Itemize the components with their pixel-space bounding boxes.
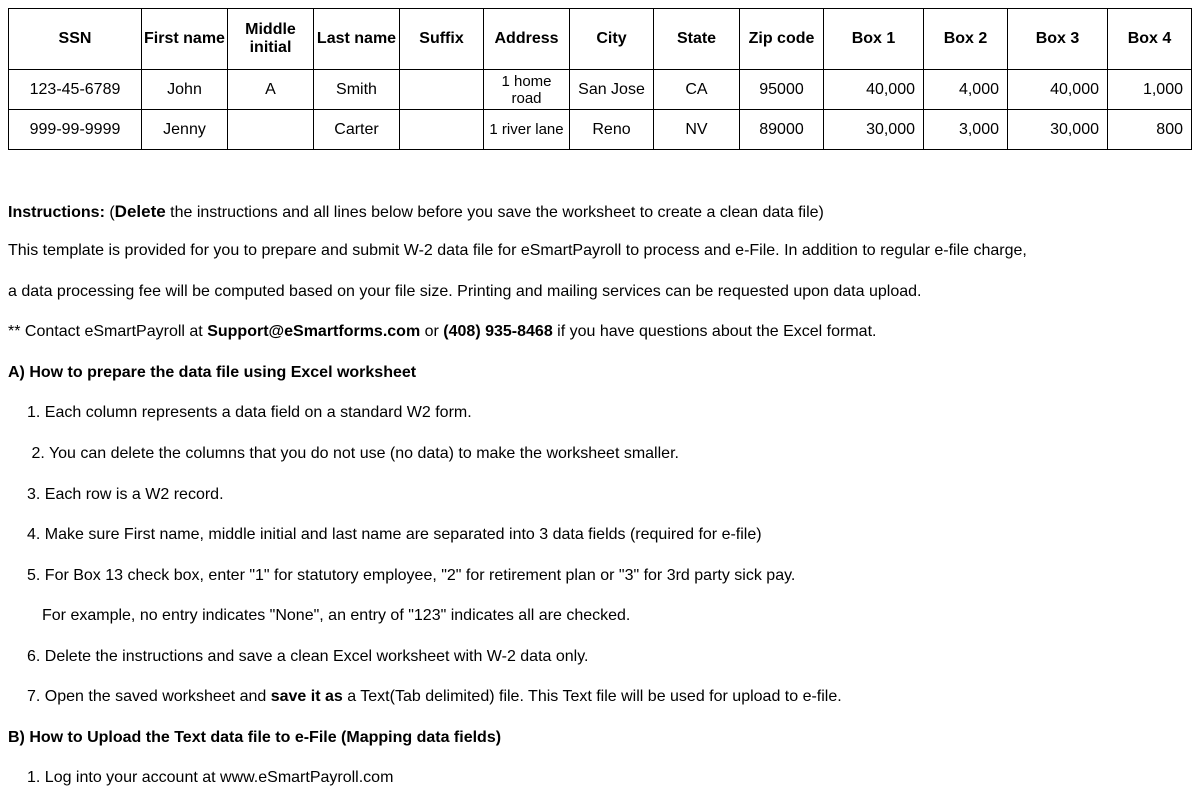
contact-or: or [420,323,444,340]
instructions-open-paren: ( [109,204,115,221]
support-email-link[interactable]: Support@eSmartforms.com [207,323,421,340]
cell-city[interactable]: San Jose [570,70,654,110]
cell-last-name[interactable]: Smith [314,70,400,110]
cell-box1[interactable]: 40,000 [824,70,924,110]
cell-address[interactable]: 1 home road [484,70,570,110]
col-header-middle-initial[interactable]: Middle initial [228,9,314,70]
cell-box4[interactable]: 1,000 [1108,70,1192,110]
col-header-box4[interactable]: Box 4 [1108,9,1192,70]
col-header-box3[interactable]: Box 3 [1008,9,1108,70]
cell-first-name[interactable]: John [142,70,228,110]
cell-state[interactable]: NV [654,110,740,150]
cell-box3[interactable]: 40,000 [1008,70,1108,110]
cell-ssn[interactable]: 999-99-9999 [9,110,142,150]
col-header-zip[interactable]: Zip code [740,9,824,70]
cell-middle-initial[interactable]: A [228,70,314,110]
col-header-box2[interactable]: Box 2 [924,9,1008,70]
intro-paragraph-2: a data processing fee will be computed based on your file size. Printing and mailing services can be requested upon data upload. [8,283,922,300]
step-a5: 5. For Box 13 check box, enter "1" for statutory employee, "2" for retirement plan or "3" for 3rd party sick pay. [27,567,796,584]
cell-state[interactable]: CA [654,70,740,110]
save-as-phrase: save it as [270,688,343,705]
section-a-heading: A) How to prepare the data file using Excel worksheet [8,364,417,381]
step-a4: 4. Make sure First name, middle initial and last name are separated into 3 data fields (required for e-file) [27,526,762,543]
step-a7-suffix: a Text(Tab delimited) file. This Text file will be used for upload to e-file. [342,688,842,705]
cell-suffix[interactable] [400,70,484,110]
cell-box2[interactable]: 3,000 [924,110,1008,150]
cell-box2[interactable]: 4,000 [924,70,1008,110]
col-header-city[interactable]: City [570,9,654,70]
intro-paragraph-1: This template is provided for you to prepare and submit W-2 data file for eSmartPayroll to process and e-File. In addition to regular e-file charge, [8,242,1027,259]
step-b1: 1. Log into your account at www.eSmartPayroll.com [27,769,394,786]
cell-middle-initial[interactable] [228,110,314,150]
cell-ssn[interactable]: 123-45-6789 [9,70,142,110]
instructions-heading [8,202,824,222]
contact-prefix: ** Contact eSmartPayroll at [8,323,208,340]
step-a5-example: For example, no entry indicates "None", an entry of "123" indicates all are checked. [42,607,631,624]
col-header-first-name[interactable]: First name [142,9,228,70]
cell-suffix[interactable] [400,110,484,150]
support-phone: (408) 935-8468 [443,323,553,340]
step-a6: 6. Delete the instructions and save a clean Excel worksheet with W-2 data only. [27,648,589,665]
cell-zip[interactable]: 95000 [740,70,824,110]
cell-city[interactable]: Reno [570,110,654,150]
step-a7 [27,688,842,706]
contact-line [8,323,876,341]
step-a2: 2. You can delete the columns that you do not use (no data) to make the worksheet smaller. [27,445,679,462]
col-header-suffix[interactable]: Suffix [400,9,484,70]
col-header-ssn[interactable]: SSN [9,9,142,70]
step-a1: 1. Each column represents a data field on a standard W2 form. [27,404,472,421]
cell-box3[interactable]: 30,000 [1008,110,1108,150]
cell-box4[interactable]: 800 [1108,110,1192,150]
cell-zip[interactable]: 89000 [740,110,824,150]
delete-word: Delete [114,202,166,221]
contact-suffix: if you have questions about the Excel format. [552,323,877,340]
col-header-address[interactable]: Address [484,9,570,70]
table-row [9,110,1192,150]
instructions-rest: the instructions and all lines below before you save the worksheet to create a clean data file) [165,204,824,221]
instructions-label: Instructions: [8,204,105,221]
cell-address[interactable]: 1 river lane [484,110,570,150]
cell-last-name[interactable]: Carter [314,110,400,150]
cell-first-name[interactable]: Jenny [142,110,228,150]
step-a3: 3. Each row is a W2 record. [27,486,224,503]
col-header-state[interactable]: State [654,9,740,70]
col-header-box1[interactable]: Box 1 [824,9,924,70]
header-row [9,9,1192,70]
col-header-last-name[interactable]: Last name [314,9,400,70]
cell-box1[interactable]: 30,000 [824,110,924,150]
section-b-heading: B) How to Upload the Text data file to e-File (Mapping data fields) [8,729,502,746]
w2-data-table [8,8,1192,150]
step-a7-prefix: 7. Open the saved worksheet and [27,688,271,705]
table-row [9,70,1192,110]
